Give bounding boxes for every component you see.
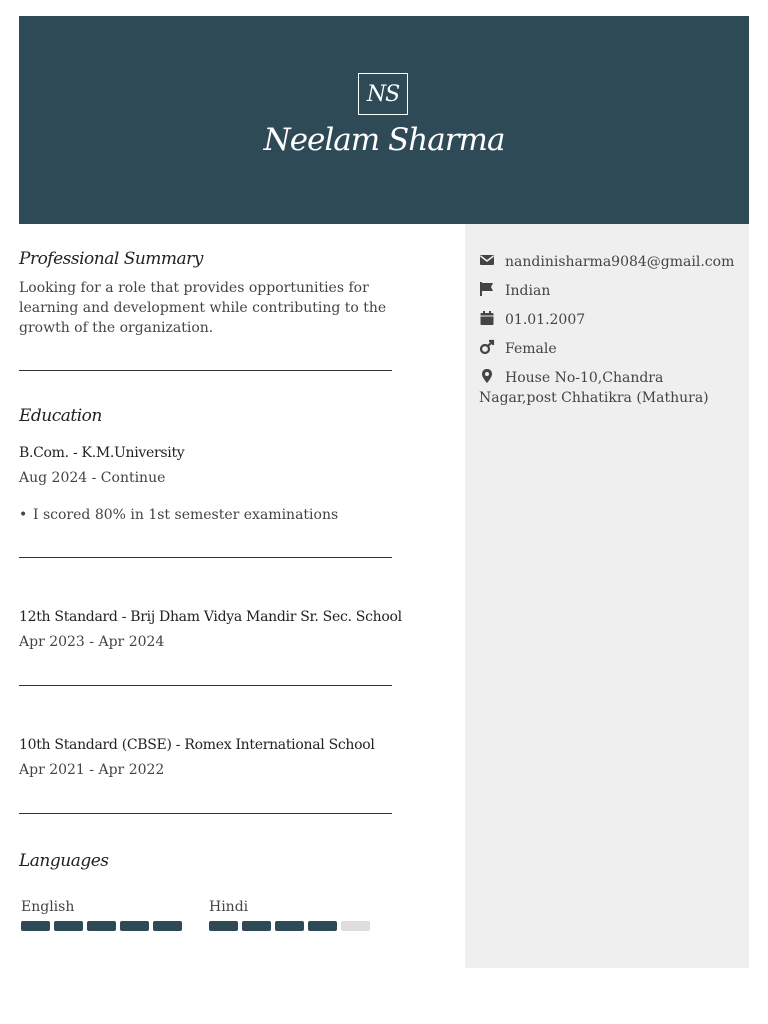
- education-item-date: Aug 2024 - Continue: [19, 470, 166, 486]
- candidate-name: Neelam Sharma: [263, 122, 505, 158]
- contact-nationality: [479, 281, 741, 301]
- email-text: nandinisharma9084@gmail.com: [505, 254, 735, 270]
- education-item-bullet: [19, 507, 338, 523]
- language-level-segment: [341, 921, 370, 931]
- language-name: Hindi: [209, 899, 249, 915]
- language-level-segment: [21, 921, 50, 931]
- section-divider: [19, 370, 392, 371]
- language-level-bar: [209, 921, 370, 931]
- language-level-segment: [275, 921, 304, 931]
- languages-heading: Languages: [19, 851, 109, 871]
- gender-text: Female: [505, 341, 557, 357]
- male-symbol-icon: [479, 339, 495, 355]
- education-item-date: Apr 2023 - Apr 2024: [19, 634, 165, 650]
- section-divider: [19, 557, 392, 558]
- contact-sidebar: [465, 224, 749, 968]
- bullet-dot: •: [19, 507, 28, 523]
- calendar-icon: [479, 310, 495, 326]
- flag-icon: [479, 281, 495, 297]
- language-level-segment: [209, 921, 238, 931]
- monogram: NS: [358, 73, 408, 115]
- education-heading: Education: [19, 406, 102, 426]
- education-item-title: 12th Standard - Brij Dham Vidya Mandir Sr. Sec. School: [19, 609, 402, 625]
- section-divider: [19, 685, 392, 686]
- language-level-segment: [308, 921, 337, 931]
- language-level-segment: [153, 921, 182, 931]
- summary-text: Looking for a role that provides opportunities for learning and development while contributing to the growth of the organization.: [19, 280, 387, 336]
- education-item-title: 10th Standard (CBSE) - Romex International School: [19, 737, 375, 753]
- map-pin-icon: [479, 368, 495, 384]
- bullet-text: I scored 80% in 1st semester examinations: [33, 507, 339, 523]
- section-divider: [19, 813, 392, 814]
- contact-dob: [479, 310, 741, 330]
- language-level-segment: [87, 921, 116, 931]
- language-level-segment: [54, 921, 83, 931]
- resume-header: [19, 16, 749, 224]
- nationality-text: Indian: [505, 283, 551, 299]
- summary-heading: Professional Summary: [19, 249, 203, 269]
- contact-address: [479, 368, 741, 408]
- language-name: English: [21, 899, 75, 915]
- dob-text: 01.01.2007: [505, 312, 586, 328]
- education-item-date: Apr 2021 - Apr 2022: [19, 762, 165, 778]
- language-level-bar: [21, 921, 182, 931]
- contact-gender: [479, 339, 741, 359]
- envelope-icon: [479, 252, 495, 268]
- address-text: House No-10,Chandra Nagar,post Chhatikra (Mathura): [479, 370, 709, 406]
- contact-email: [479, 252, 741, 272]
- language-level-segment: [242, 921, 271, 931]
- education-item-title: B.Com. - K.M.University: [19, 445, 185, 461]
- language-level-segment: [120, 921, 149, 931]
